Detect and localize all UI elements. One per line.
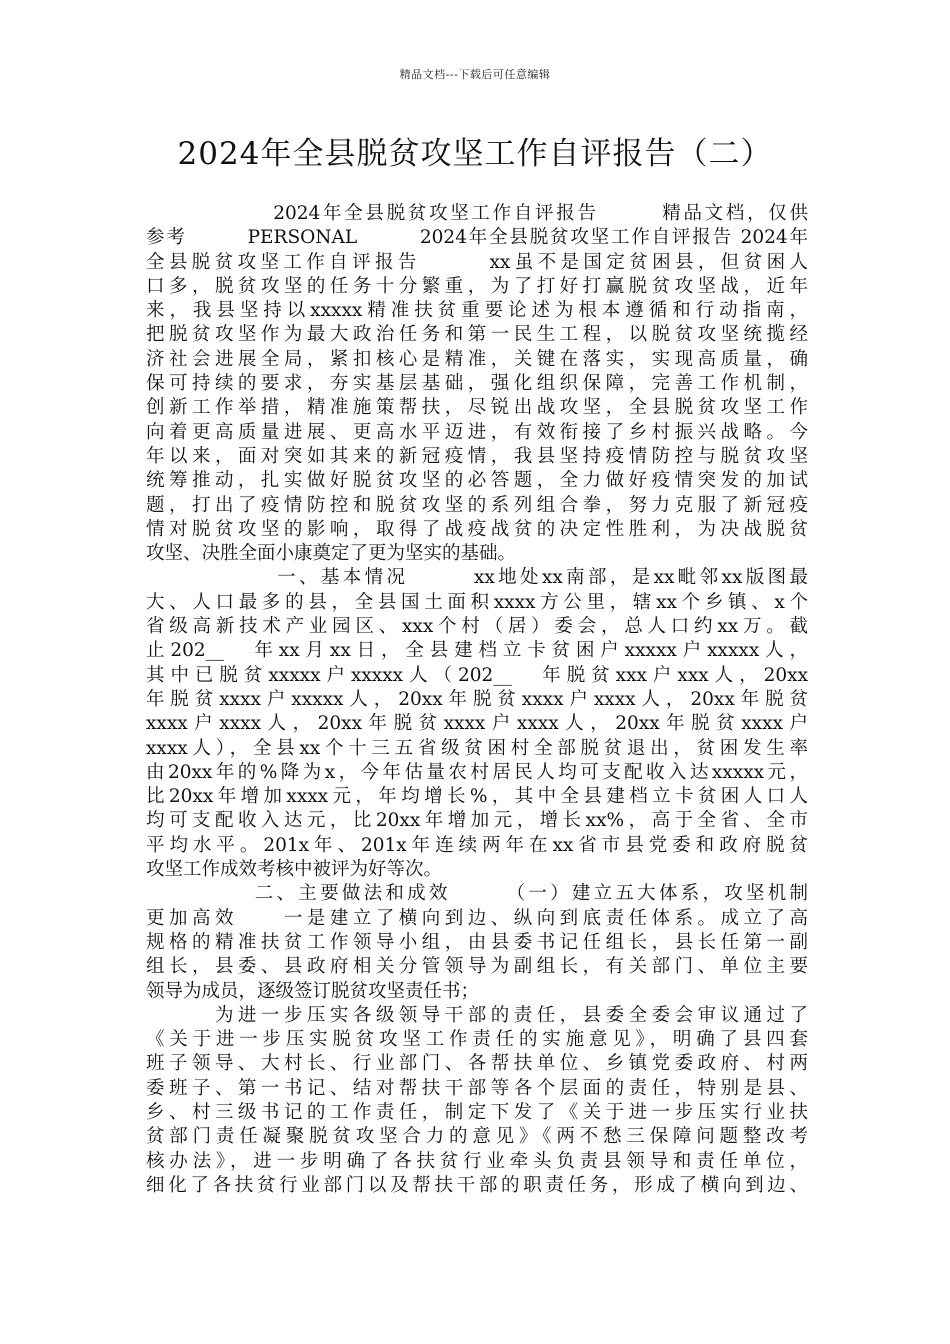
body-line: 创新工作举措，精准施策帮扶，尽锐出战攻坚，全县脱贫攻坚工作 [146, 397, 808, 419]
body-line: 规格的精准扶贫工作领导小组，由县委书记任组长，县长任第一副 [146, 931, 808, 953]
header-note: 精品文档---下载后可任意编辑 [399, 68, 551, 81]
body-line: 年脱贫xxxx户xxxxx人，20xx年脱贫xxxx户xxxx人，20xx年脱贫 [146, 688, 808, 710]
body-line: 《关于进一步压实脱贫攻坚工作责任的实施意见》，明确了县四套 [146, 1029, 808, 1051]
body-line: 领导为成员，逐级签订脱贫攻坚责任书； [146, 980, 480, 1002]
body-line: 一、基本情况 xx地处xx南部，是xx毗邻xx版图最 [146, 567, 808, 589]
document-body [146, 202, 808, 1198]
body-line: 向着更高质量进展、更高水平迈进，有效衔接了乡村振兴战略。今 [146, 421, 808, 443]
body-line: 均可支配收入达元，比20xx年增加元，增长xx%，高于全省、全市 [146, 810, 808, 832]
body-line: 攻坚工作成效考核中被评为好等次。 [146, 859, 443, 881]
body-line: 题，打出了疫情防控和脱贫攻坚的系列组合拳，努力克服了新冠疫 [146, 494, 808, 516]
body-line: 济社会进展全局，紧扣核心是精准，关键在落实，实现高质量，确 [146, 348, 808, 370]
body-line: 全县脱贫攻坚工作自评报告 xx虽不是国定贫困县，但贫困人 [146, 251, 808, 273]
body-line: 统筹推动，扎实做好脱贫攻坚的必答题，全力做好疫情突发的加试 [146, 470, 808, 492]
body-line: 乡、村三级书记的工作责任，制定下发了《关于进一步压实行业扶 [146, 1101, 808, 1123]
body-line: 由20xx年的%降为x，今年估量农村居民人均可支配收入达xxxxx元， [146, 761, 808, 783]
body-line: 组长，县委、县政府相关分管领导为副组长，有关部门、单位主要 [146, 956, 808, 978]
body-line: 其中已脱贫xxxxx户xxxxx人（202__ 年脱贫xxx户xxx人，20xx [146, 664, 808, 686]
body-line: xxxx人），全县xx个十三五省级贫困村全部脱贫退出，贫困发生率 [146, 737, 808, 759]
body-line: 把脱贫攻坚作为最大政治任务和第一民生工程，以脱贫攻坚统揽经 [146, 324, 808, 346]
body-line: 止202__ 年xx月xx日，全县建档立卡贫困户xxxxx户xxxxx人， [146, 640, 808, 662]
body-line: 贫部门责任凝聚脱贫攻坚合力的意见》《两不愁三保障问题整改考 [146, 1126, 808, 1148]
document-title: 2024年全县脱贫攻坚工作自评报告（二） [177, 136, 773, 172]
body-line: 2024年全县脱贫攻坚工作自评报告 精品文档，仅供 [146, 203, 808, 224]
body-line: 参考 PERSONAL 2024年全县脱贫攻坚工作自评报告 2024年 [146, 227, 808, 249]
body-line: 为进一步压实各级领导干部的责任，县委全委会审议通过了 [146, 1004, 808, 1026]
body-line: 口多，脱贫攻坚的任务十分繁重，为了打好打赢脱贫攻坚战，近年 [146, 275, 808, 297]
body-line: 班子领导、大村长、行业部门、各帮扶单位、乡镇党委政府、村两 [146, 1053, 808, 1075]
body-line: xxxx户xxxx人，20xx年脱贫xxxx户xxxx人，20xx年脱贫xxxx户 [146, 713, 808, 735]
body-line: 年以来，面对突如其来的新冠疫情，我县坚持疫情防控与脱贫攻坚 [146, 445, 808, 467]
body-line: 二、主要做法和成效 （一）建立五大体系，攻坚机制 [146, 883, 808, 905]
body-line: 委班子、第一书记、结对帮扶干部等各个层面的责任，特别是县、 [146, 1077, 808, 1099]
body-line: 核办法》，进一步明确了各扶贫行业牵头负责县领导和责任单位， [146, 1150, 808, 1172]
body-line: 省级高新技术产业园区、xxx个村（居）委会，总人口约xx万。截 [146, 616, 808, 638]
body-line: 保可持续的要求，夯实基层基础，强化组织保障，完善工作机制， [146, 373, 808, 395]
body-line: 更加高效 一是建立了横向到边、纵向到底责任体系。成立了高 [146, 907, 808, 929]
body-line: 情对脱贫攻坚的影响，取得了战疫战贫的决定性胜利，为决战脱贫 [146, 518, 808, 540]
body-line: 细化了各扶贫行业部门以及帮扶干部的职责任务，形成了横向到边、 [146, 1174, 808, 1196]
body-line: 来，我县坚持以xxxxx精准扶贫重要论述为根本遵循和行动指南， [146, 300, 808, 322]
body-line: 平均水平。201x年、201x年连续两年在xx省市县党委和政府脱贫 [146, 834, 808, 856]
body-line: 比20xx年增加xxxx元，年均增长%，其中全县建档立卡贫困人口人 [146, 786, 808, 808]
body-line: 大、人口最多的县，全县国土面积xxxx方公里，辖xx个乡镇、x个 [146, 591, 808, 613]
body-line: 攻坚、决胜全面小康奠定了更为坚实的基础。 [146, 543, 517, 565]
